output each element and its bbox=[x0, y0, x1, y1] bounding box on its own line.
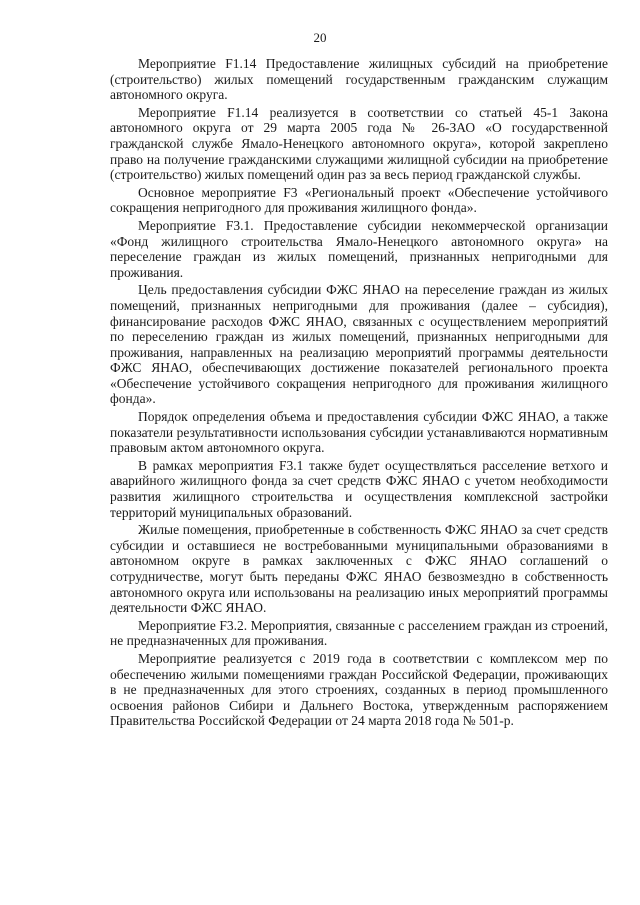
paragraph-f3-2-title: Мероприятие F3.2. Мероприятия, связанные с расселением граждан из строений, не предназначенных для проживания. bbox=[110, 617, 608, 649]
paragraph-housing-transfer: Жилые помещения, приобретенные в собственность ФЖС ЯНАО за счет средств субсидии и оставшиеся не востребованными муниципальными образованиями в автономном округе в рамках заключенных с ФЖС ЯНАО соглашений о сотрудничестве, могут быть переданы ФЖС ЯНАО безвозмездно в собственность автономного округа или использованы на реализацию иных мероприятий программы деятельности ФЖС ЯНАО. bbox=[110, 522, 608, 616]
body-text bbox=[110, 56, 608, 731]
paragraph-f3-1-resettlement: В рамках мероприятия F3.1 также будет осуществляться расселение ветхого и аварийного жилищного фонда за счет средств ФЖС ЯНАО с учетом необходимости развития жилищного строительства и осуществления комплексной застройки территорий муниципальных образований. bbox=[110, 457, 608, 520]
paragraph-f3-1-title: Мероприятие F3.1. Предоставление субсидии некоммерческой организации «Фонд жилищного строительства Ямало-Ненецкого автономного округа» на переселение граждан из жилых помещений, признанных непригодными для проживания. bbox=[110, 217, 608, 280]
paragraph-f1-14-basis: Мероприятие F1.14 реализуется в соответствии со статьей 45-1 Закона автономного округа от 29 марта 2005 года № 26-ЗАО «О государственной гражданской службе Ямало-Ненецкого автономного округа», которой закреплено право на получение гражданскими служащими жилищной субсидии на приобретение (строительство) жилых помещений один раз за весь период гражданской службы. bbox=[110, 104, 608, 183]
paragraph-subsidy-goal: Цель предоставления субсидии ФЖС ЯНАО на переселение граждан из жилых помещений, признанных непригодными для проживания (далее – субсидия), финансирование расходов ФЖС ЯНАО, связанных с осуществлением мероприятий по переселению граждан из жилых помещений, признанных непригодными для проживания, направленных на реализацию мероприятий программы деятельности ФЖС ЯНАО, обеспечивающих достижение показателей регионального проекта «Обеспечение устойчивого сокращения непригодного для проживания жилищного фонда». bbox=[110, 282, 608, 407]
paragraph-f1-14-title: Мероприятие F1.14 Предоставление жилищных субсидий на приобретение (строительство) жилых помещений государственным гражданским служащим автономного округа. bbox=[110, 56, 608, 103]
paragraph-f3-2-implementation: Мероприятие реализуется с 2019 года в соответствии с комплексом мер по обеспечению жилыми помещениями граждан Российской Федерации, проживающих в не предназначенных для этого строениях, созданных в период промышленного освоения районов Сибири и Дальнего Востока, утвержденным распоряжением Правительства Российской Федерации от 24 марта 2018 года № 501-р. bbox=[110, 650, 608, 729]
page-number: 20 bbox=[313, 30, 327, 45]
paragraph-subsidy-order: Порядок определения объема и предоставления субсидии ФЖС ЯНАО, а также показатели результативности использования субсидии устанавливаются нормативным правовым актом автономного округа. bbox=[110, 409, 608, 456]
paragraph-f3-title: Основное мероприятие F3 «Региональный проект «Обеспечение устойчивого сокращения непригодного для проживания жилищного фонда». bbox=[110, 184, 608, 216]
